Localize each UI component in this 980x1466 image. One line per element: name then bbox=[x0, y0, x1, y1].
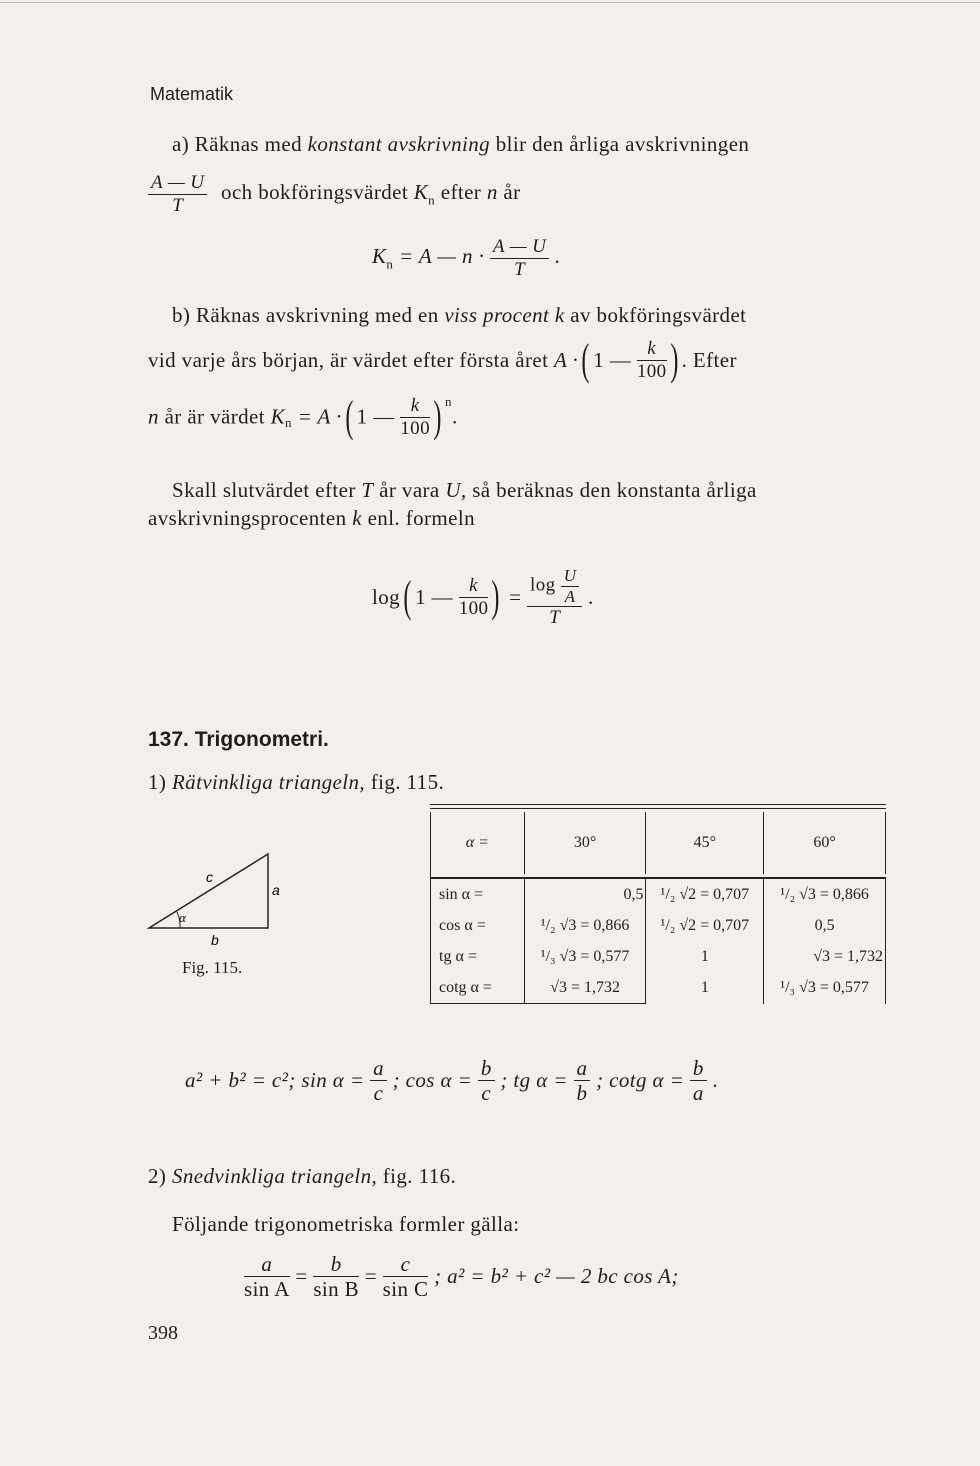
table-row bbox=[431, 972, 886, 1004]
formulas-intro: Följande trigonometriska formler gälla: bbox=[172, 1212, 520, 1236]
figure-caption: Fig. 115. bbox=[182, 958, 243, 977]
cell: 0,5 bbox=[524, 878, 646, 910]
cell: 1 bbox=[646, 941, 764, 972]
cell: ¹/₂ √3 = 0,866 bbox=[524, 910, 646, 941]
label-a: a bbox=[272, 882, 280, 898]
top-rule bbox=[0, 2, 980, 3]
table-row bbox=[431, 941, 886, 972]
cell: 1 bbox=[646, 972, 764, 1004]
part-a-line1: a) Räknas med konstant avskrivning blir den årliga avskrivningen bbox=[172, 132, 750, 156]
header-cell: 45° bbox=[646, 812, 764, 874]
triangle-figure bbox=[140, 848, 300, 948]
table-row bbox=[431, 878, 886, 910]
subsection-2: 2) Snedvinkliga triangeln, fig. 116. bbox=[148, 1164, 457, 1188]
part-b-line3: n år är värdet $K_n = A$ ·( 1 — $\frac{k}{100}$ ) $^n$. bbox=[148, 392, 458, 442]
row-label: cotg α = bbox=[431, 972, 525, 1004]
label-alpha: α bbox=[179, 910, 186, 925]
header-cell: 30° bbox=[524, 812, 646, 874]
cell: ¹/₂ √2 = 0,707 bbox=[646, 878, 764, 910]
formula-kn-linear: $K_n = A$ — n · $\frac{A — U}{T}$ . bbox=[372, 236, 561, 280]
label-b: b bbox=[211, 932, 219, 948]
table-top-rule bbox=[430, 804, 886, 809]
part-b-line2: vid varje års början, är värdet efter första året A ·( 1 — $\frac{k}{100}$ ) . Efter bbox=[148, 335, 737, 385]
part-b-line1: b) Räknas avskrivning med en viss procent k av bokföringsvärdet bbox=[172, 303, 747, 327]
trig-table-wrap bbox=[430, 812, 886, 1004]
table-header-row bbox=[431, 812, 886, 874]
sine-law: $\frac{a}{\text{sin A}}$ = $\frac{b}{\text{sin B}}$ = $\frac{c}{\text{sin C}}$ ; a² = b² + c² — 2 bc cos A; bbox=[244, 1252, 679, 1302]
table-row bbox=[431, 910, 886, 941]
label-c: c bbox=[206, 869, 213, 885]
section-heading: 137. Trigonometri. bbox=[148, 728, 329, 751]
cell: ¹/₂ √3 = 0,866 bbox=[764, 878, 886, 910]
cell: ¹/₃ √3 = 0,577 bbox=[764, 972, 886, 1004]
cell: ¹/₂ √2 = 0,707 bbox=[646, 910, 764, 941]
section-header: Matematik bbox=[150, 84, 234, 104]
fraction-a-u-t: $\frac{A — U}{T}$ bbox=[148, 172, 207, 217]
cell: √3 = 1,732 bbox=[764, 941, 886, 972]
slutvarde-line1: Skall slutvärdet efter T år vara U, så beräknas den konstanta årliga bbox=[172, 478, 757, 502]
header-cell: 60° bbox=[764, 812, 886, 874]
slutvarde-line2: avskrivningsprocenten k enl. formeln bbox=[148, 506, 476, 530]
trig-table bbox=[430, 812, 886, 1004]
header-cell: α = bbox=[431, 812, 525, 874]
pythag-formula: a² + b² = c²; sin α = $\frac{a}{c}$ ; cos α = $\frac{b}{c}$ ; tg α = $\frac{a}{b}$ ; cotg α = $\frac{b}{a}$ . bbox=[185, 1056, 719, 1106]
row-label: tg α = bbox=[431, 941, 525, 972]
cell: ¹/₃ √3 = 0,577 bbox=[524, 941, 646, 972]
cell: 0,5 bbox=[764, 910, 886, 941]
row-label: cos α = bbox=[431, 910, 525, 941]
page-number: 398 bbox=[148, 1322, 178, 1344]
subsection-1: 1) Rätvinkliga triangeln, fig. 115. bbox=[148, 770, 445, 794]
cell: √3 = 1,732 bbox=[524, 972, 646, 1004]
row-label: sin α = bbox=[431, 878, 525, 910]
log-formula: log( 1 — $\frac{k}{100}$ ) = log $\frac{U}{A}$ T . bbox=[372, 566, 594, 629]
part-a-line2: $\frac{A — U}{T}$ och bokföringsvärdet $K_n$ efter n år bbox=[148, 172, 521, 217]
